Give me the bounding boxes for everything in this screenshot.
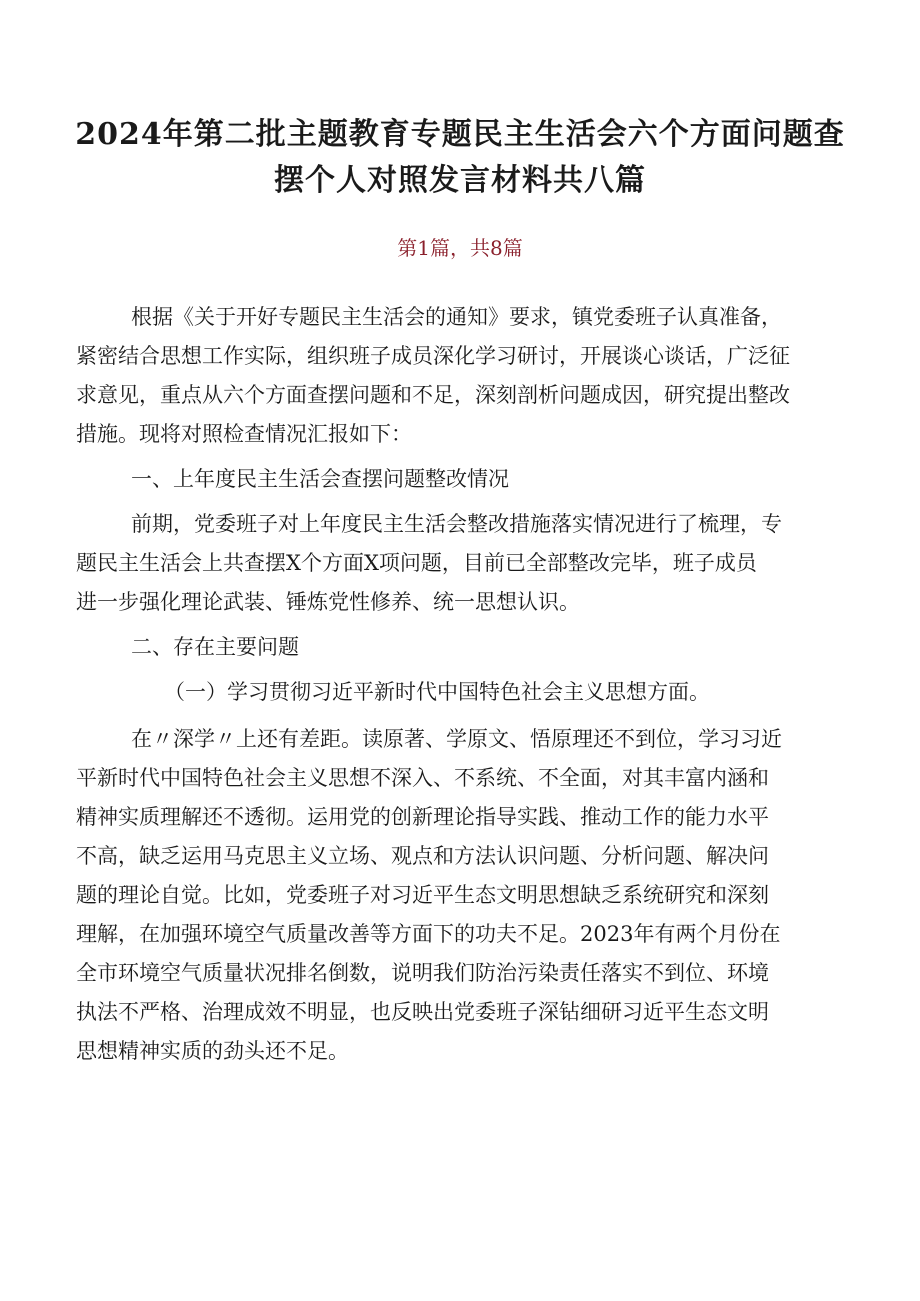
article-counter: 第1篇，共8篇 bbox=[397, 236, 523, 260]
paragraph-line: 题民主生活会上共查摆X个方面X项问题，目前已全部整改完毕，班子成员 bbox=[76, 551, 757, 575]
subsection-heading-1 bbox=[76, 673, 856, 712]
paragraph-line: 精神实质理解还不透彻。运用党的创新理论指导实践、推动工作的能力水平 bbox=[76, 805, 769, 829]
section-heading-1 bbox=[76, 460, 856, 499]
paragraph-line: 措施。现将对照检查情况汇报如下： bbox=[76, 422, 412, 446]
paragraph-line: 思想精神实质的劲头还不足。 bbox=[76, 1039, 349, 1063]
paragraph-line: 进一步强化理论武装、锤炼党性修养、统一思想认识。 bbox=[76, 590, 580, 614]
paragraph-line: 执法不严格、治理成效不明显，也反映出党委班子深钻细研习近平生态文明 bbox=[76, 1000, 769, 1024]
rectification-paragraph bbox=[76, 505, 856, 622]
paragraph-line: 理解，在加强环境空气质量改善等方面下的功夫不足。2023年有两个月份在 bbox=[76, 922, 781, 946]
heading-line: 二、存在主要问题 bbox=[131, 635, 299, 659]
paragraph-line: 前期，党委班子对上年度民主生活会整改措施落实情况进行了梳理，专 bbox=[131, 512, 782, 536]
intro-paragraph bbox=[76, 298, 856, 454]
heading-line: 一、上年度民主生活会查摆问题整改情况 bbox=[131, 467, 509, 491]
paragraph-line: 平新时代中国特色社会主义思想不深入、不系统、不全面，对其丰富内涵和 bbox=[76, 766, 769, 790]
paragraph-line: 根据《关于开好专题民主生活会的通知》要求，镇党委班子认真准备， bbox=[131, 305, 782, 329]
paragraph-line: 不高，缺乏运用马克思主义立场、观点和方法认识问题、分析问题、解决问 bbox=[76, 844, 769, 868]
heading-line: （一）学习贯彻习近平新时代中国特色社会主义思想方面。 bbox=[164, 680, 710, 704]
section-heading-2 bbox=[76, 628, 856, 667]
paragraph-line: 全市环境空气质量状况排名倒数，说明我们防治污染责任落实不到位、环境 bbox=[76, 961, 769, 985]
document-title bbox=[60, 112, 860, 204]
paragraph-line: 求意见，重点从六个方面查摆问题和不足，深刻剖析问题成因，研究提出整改 bbox=[76, 383, 790, 407]
paragraph-line: 在〃深学〃上还有差距。读原著、学原文、悟原理还不到位，学习习近 bbox=[131, 727, 782, 751]
title-line-2: 摆个人对照发言材料共八篇 bbox=[274, 163, 646, 198]
document-body bbox=[76, 298, 856, 1071]
title-line-1: 2024年第二批主题教育专题民主生活会六个方面问题查 bbox=[75, 117, 845, 152]
problem-paragraph bbox=[76, 720, 856, 1071]
paragraph-line: 紧密结合思想工作实际，组织班子成员深化学习研讨，开展谈心谈话，广泛征 bbox=[76, 344, 790, 368]
paragraph-line: 题的理论自觉。比如，党委班子对习近平生态文明思想缺乏系统研究和深刻 bbox=[76, 883, 769, 907]
